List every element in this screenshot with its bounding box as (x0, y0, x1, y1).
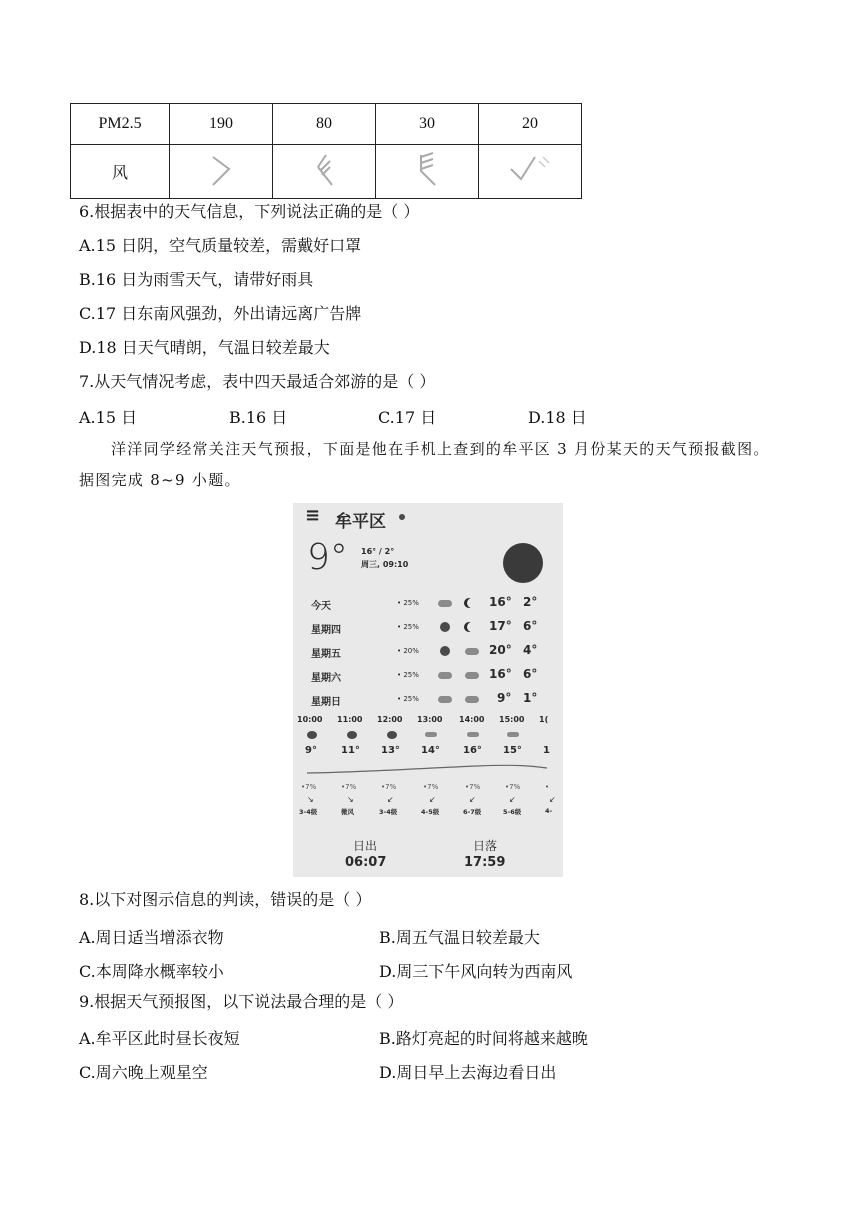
day-name: 星期四 (311, 625, 341, 636)
low-temp: 6° (523, 667, 538, 681)
daily-row (293, 667, 563, 691)
hour-label: 14:00 (459, 715, 485, 724)
high-temp: 16° (489, 667, 512, 681)
sunrise-time: 06:07 (345, 855, 387, 870)
question-7-option-b: B.16 日 (229, 408, 288, 427)
daily-row (293, 691, 563, 715)
pm25-value: 80 (273, 104, 376, 145)
day-name: 今天 (311, 601, 331, 612)
question-9-option-c: C.周六晚上观星空 (79, 1063, 208, 1082)
sun-icon (503, 543, 543, 583)
daily-row (293, 595, 563, 619)
low-temp: 1° (523, 691, 538, 705)
wind-symbol-icon (505, 149, 555, 189)
hour-label: 1( (539, 715, 549, 724)
wind-symbol-cell (273, 145, 376, 199)
question-8-stem: 8.以下对图示信息的判读，错误的是（ ） (79, 890, 372, 909)
wind-direction-icon: ↙ (429, 795, 436, 804)
hour-label: 11:00 (337, 715, 363, 724)
question-9-stem: 9.根据天气预报图，以下说法最合理的是（ ） (79, 992, 404, 1011)
cloud-icon (438, 672, 452, 679)
question-8-option-b: B.周五气温日较差最大 (379, 928, 540, 947)
cloud-icon (467, 732, 479, 737)
question-7-option-a: A.15 日 (79, 408, 138, 427)
hour-precip: •7% (301, 783, 317, 791)
question-6-option-c: C.17 日东南风强劲，外出请远离广告牌 (79, 304, 362, 323)
question-6-stem: 6.根据表中的天气信息，下列说法正确的是（ ） (79, 202, 420, 221)
pm25-row (71, 104, 582, 145)
cloud-icon (438, 600, 452, 607)
low-temp: 4° (523, 643, 538, 657)
cloud-icon (507, 732, 519, 737)
hour-temp: 13° (381, 745, 400, 756)
hour-wind-force: 3-4级 (379, 808, 398, 816)
precip-chance: • 25% (397, 623, 419, 631)
wind-symbol-icon (304, 147, 344, 191)
hour-label: 12:00 (377, 715, 403, 724)
precip-chance: • 25% (397, 671, 419, 679)
day-name: 星期五 (311, 649, 341, 660)
location-pin-icon (399, 514, 405, 520)
hour-label: 10:00 (297, 715, 323, 724)
menu-icon: ≡ (305, 505, 321, 526)
wind-direction-icon: ↙ (549, 795, 556, 804)
wind-direction-icon: ↘ (307, 795, 314, 804)
hour-precip: • (545, 783, 550, 791)
low-temp: 2° (523, 595, 538, 609)
hour-temp: 14° (421, 745, 440, 756)
question-7-option-c: C.17 日 (378, 408, 437, 427)
question-6-option-d: D.18 日天气晴朗，气温日较差最大 (79, 338, 330, 357)
sun-icon (440, 646, 450, 656)
current-temperature: 9° (307, 537, 348, 578)
cloud-icon (438, 696, 452, 703)
wind-label: 风 (71, 145, 170, 199)
temperature-trend-line (307, 763, 547, 775)
weather-app-screenshot (293, 503, 563, 877)
question-7-option-d: D.18 日 (528, 408, 587, 427)
pm25-value: 30 (376, 104, 479, 145)
pm25-value: 190 (170, 104, 273, 145)
sun-icon (347, 731, 357, 739)
weather-table (70, 103, 582, 199)
high-temp: 17° (489, 619, 512, 633)
day-name: 星期日 (311, 697, 341, 708)
question-9-option-b: B.路灯亮起的时间将越来越晚 (379, 1029, 588, 1048)
wind-direction-icon: ↙ (509, 795, 516, 804)
sunrise-label: 日出 (353, 839, 378, 853)
wind-symbol-icon (407, 147, 447, 191)
day-name: 星期六 (311, 673, 341, 684)
question-8-option-a: A.周日适当增添衣物 (79, 928, 224, 947)
pm25-value: 20 (479, 104, 582, 145)
pm25-label: PM2.5 (71, 104, 170, 145)
daily-row (293, 643, 563, 667)
hour-precip: •7% (423, 783, 439, 791)
cloud-icon (465, 696, 479, 703)
sun-icon (307, 731, 317, 739)
location-name: 牟平区 (335, 512, 386, 532)
intro-paragraph: 洋洋同学经常关注天气预报，下面是他在手机上查到的牟平区 3 月份某天的天气预报截图。据图完成 8~9 小题。 (79, 440, 770, 489)
hour-temp: 16° (463, 745, 482, 756)
precip-chance: • 20% (397, 647, 419, 655)
question-8-option-c: C.本周降水概率较小 (79, 962, 224, 981)
question-7-stem: 7.从天气情况考虑，表中四天最适合郊游的是（ ） (79, 372, 436, 391)
wind-direction-icon: ↙ (469, 795, 476, 804)
hour-wind-force: 5-6级 (503, 808, 522, 816)
current-date-time: 周三, 09:10 (361, 560, 409, 569)
wind-symbol-icon (201, 149, 241, 189)
question-9-option-a: A.牟平区此时昼长夜短 (79, 1029, 240, 1048)
hour-precip: •7% (381, 783, 397, 791)
question-9-option-d: D.周日早上去海边看日出 (379, 1063, 557, 1082)
hour-temp: 11° (341, 745, 360, 756)
question-8-option-d: D.周三下午风向转为西南风 (379, 962, 573, 981)
hour-wind-force: 3-4级 (299, 808, 318, 816)
hour-temp: 9° (305, 745, 317, 756)
high-temp: 20° (489, 643, 512, 657)
moon-icon (467, 598, 477, 608)
hour-label: 15:00 (499, 715, 525, 724)
hour-precip: •7% (505, 783, 521, 791)
hour-wind-force: 6-7级 (463, 808, 482, 816)
hourly-forecast (293, 715, 563, 825)
hour-precip: •7% (341, 783, 357, 791)
wind-symbol-cell (376, 145, 479, 199)
today-temp-range: 16° / 2° (361, 547, 395, 556)
sunset-time: 17:59 (464, 855, 506, 870)
sunset-label: 日落 (473, 839, 498, 853)
low-temp: 6° (523, 619, 538, 633)
precip-chance: • 25% (397, 599, 419, 607)
question-6-option-a: A.15 日阴，空气质量较差，需戴好口罩 (79, 236, 362, 255)
hour-wind-force: 4-5级 (421, 808, 440, 816)
cloud-icon (465, 672, 479, 679)
daily-row (293, 619, 563, 643)
high-temp: 16° (489, 595, 512, 609)
hour-wind-force: 4- (545, 807, 553, 815)
cloud-icon (465, 648, 479, 655)
wind-row (71, 145, 582, 199)
hour-temp: 15° (503, 745, 522, 756)
precip-chance: • 25% (397, 695, 419, 703)
wind-direction-icon: ↘ (347, 795, 354, 804)
hour-wind-force: 微风 (341, 808, 354, 816)
wind-symbol-cell (170, 145, 273, 199)
sun-icon (440, 622, 450, 632)
moon-icon (467, 622, 477, 632)
sun-icon (387, 731, 397, 739)
hour-label: 13:00 (417, 715, 443, 724)
hour-precip: •7% (465, 783, 481, 791)
wind-direction-icon: ↙ (387, 795, 394, 804)
high-temp: 9° (497, 691, 512, 705)
hour-temp: 1 (543, 745, 550, 756)
wind-symbol-cell (479, 145, 582, 199)
question-6-option-b: B.16 日为雨雪天气，请带好雨具 (79, 270, 314, 289)
cloud-icon (425, 732, 437, 737)
